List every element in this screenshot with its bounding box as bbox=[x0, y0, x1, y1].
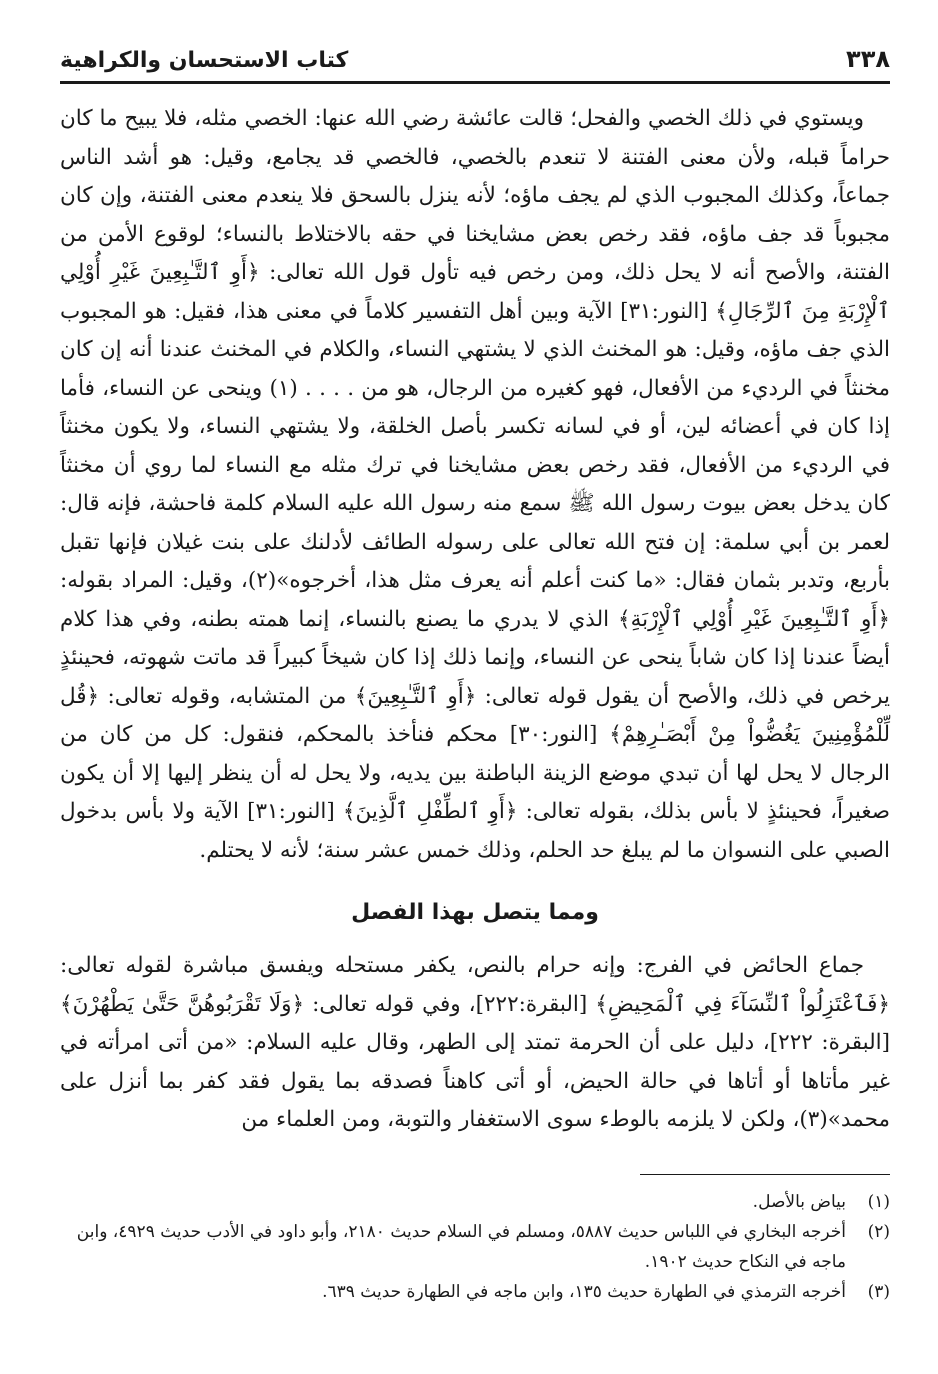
footnote-text: بياض بالأصل. bbox=[752, 1191, 846, 1212]
page-header bbox=[60, 40, 890, 84]
paragraph: ويستوي في ذلك الخصي والفحل؛ قالت عائشة رضي الله عنها: الخصي مثله، فلا يبيح ما كان حراماً قبله، ولأن معنى الفتنة لا تنعدم بالخصي، فالخصي قد يجامع، وقيل: هو أشد الناس جماعاً، وكذلك المجبوب الذي لم يجف ماؤه؛ لأنه ينزل بالسحق فلا ينعدم معنى الفتنة، وإن كان مجبوباً قد جف ماؤه، فقد رخص بعض مشايخنا في حقه بالاختلاط بالنساء؛ لوقوع الأمن من الفتنة، والأصح أنه لا يحل ذلك، ومن رخص فيه تأول قول الله تعالى: ﴿أَوِ ٱلتَّـٰبِعِينَ غَيْرِ أُوْلِي ٱلْإِرْبَةِ مِنَ ٱلرِّجَالِ﴾ [النور:٣١] الآية وبين أهل التفسير كلاماً في معنى هذا، فقيل: هو المجبوب الذي جف ماؤه، وقيل: هو المخنث الذي لا يشتهي النساء، والكلام في المخنث عندنا أنه إن كان مخنثاً في الرديء من الأفعال، فهو كغيره من الرجال، هو من . . . . (١) وينحى عن النساء، فأما إذا كان في أعضائه لين، أو في لسانه تكسر بأصل الخلقة، ولا يشتهي النساء، ولا يكون مخنثاً في الرديء من الأفعال، فقد رخص بعض مشايخنا في ترك مثله مع النساء لما روي أن مخنثاً كان يدخل بعض بيوت رسول الله ﷺ سمع منه رسول الله عليه السلام كلمة فاحشة، فإنه قال: لعمر بن أبي سلمة: إن فتح الله تعالى على رسوله الطائف لأدلنك على بنت غيلان فإنها تقبل بأربع، وتدبر بثمان فقال: «ما كنت أعلم أنه يعرف مثل هذا، أخرجوه»(٢)، وقيل: المراد بقوله: ﴿أَوِ ٱلتَّـٰبِعِينَ غَيْرِ أُوْلِي ٱلْإِرْبَةِ﴾ الذي لا يدري ما يصنع بالنساء، إنما همته بطنه، وفي هذا كلام أيضاً عندنا إذا كان شاباً ينحى عن النساء، وإنما ذلك إذا كان شيخاً كبيراً قد ماتت شهوته، فحينئذٍ يرخص في ذلك، والأصح أن يقول قوله تعالى: ﴿أَوِ ٱلتَّـٰبِعِينَ﴾ من المتشابه، وقوله تعالى: ﴿قُل لِّلْمُؤْمِنِينَ يَغُضُّواْ مِنْ أَبْصَـٰرِهِمْ﴾ [النور:٣٠] محكم فنأخذ بالمحكم، فنقول: كل من كان من الرجال لا يحل لها أن تبدي موضع الزينة الباطنة بين يديه، ولا يحل له أن ينظر إليها إلا أن يكون صغيراً، فحينئذٍ لا بأس بذلك، بقوله تعالى: ﴿أَوِ ٱلطِّفْلِ ٱلَّذِينَ﴾ [النور:٣١] الآية ولا بأس بدخول الصبي على النسوان ما لم يبلغ حد الحلم، وذلك خمس عشر سنة؛ لأنه لا يحتلم. bbox=[60, 106, 891, 863]
main-text bbox=[60, 100, 890, 870]
footnote-number: (١) bbox=[867, 1191, 890, 1212]
footnotes bbox=[60, 1187, 890, 1307]
footnote bbox=[60, 1187, 890, 1217]
page-number: ٣٣٨ bbox=[846, 45, 890, 73]
footnote-number: (٢) bbox=[867, 1221, 890, 1242]
footnote-divider bbox=[640, 1174, 890, 1175]
paragraph: جماع الحائض في الفرج: وإنه حرام بالنص، يكفر مستحله ويفسق مباشرة لقوله تعالى: ﴿فَٱعْتَزِلُواْ ٱلنِّسَآءَ فِي ٱلْمَحِيضِ﴾ [البقرة:٢٢٢]، وفي قوله تعالى: ﴿وَلَا تَقْرَبُوهُنَّ حَتَّىٰ يَطْهُرْنَ﴾ [البقرة: ٢٢٢]، دليل على أن الحرمة تمتد إلى الطهر، وقال عليه السلام: «من أتى امرأته في غير مأتاها أو أتاها في حالة الحيض، أو أتى كاهناً فصدقه بما يقول فقد كفر بما أنزل على محمد»(٣)، ولكن لا يلزمه بالوطء سوى الاستغفار والتوبة، ومن العلماء من bbox=[60, 953, 890, 1132]
running-title: كتاب الاستحسان والكراهية bbox=[60, 48, 349, 73]
footnote-text: أخرجه الترمذي في الطهارة حديث ١٣٥، وابن ماجه في الطهارة حديث ٦٣٩. bbox=[322, 1281, 846, 1302]
footnote-text: أخرجه البخاري في اللباس حديث ٥٨٨٧، ومسلم في السلام حديث ٢١٨٠، وأبو داود في الأدب حديث ٤٩٢٩، وابن ماجه في النكاح حديث ١٩٠٢. bbox=[76, 1221, 846, 1272]
section-heading: ومما يتصل بهذا الفصل bbox=[351, 900, 599, 925]
book-page bbox=[60, 40, 890, 1307]
footnote bbox=[60, 1217, 890, 1277]
footnote-number: (٣) bbox=[867, 1281, 890, 1302]
section-text bbox=[60, 947, 890, 1140]
footnote bbox=[60, 1277, 890, 1307]
